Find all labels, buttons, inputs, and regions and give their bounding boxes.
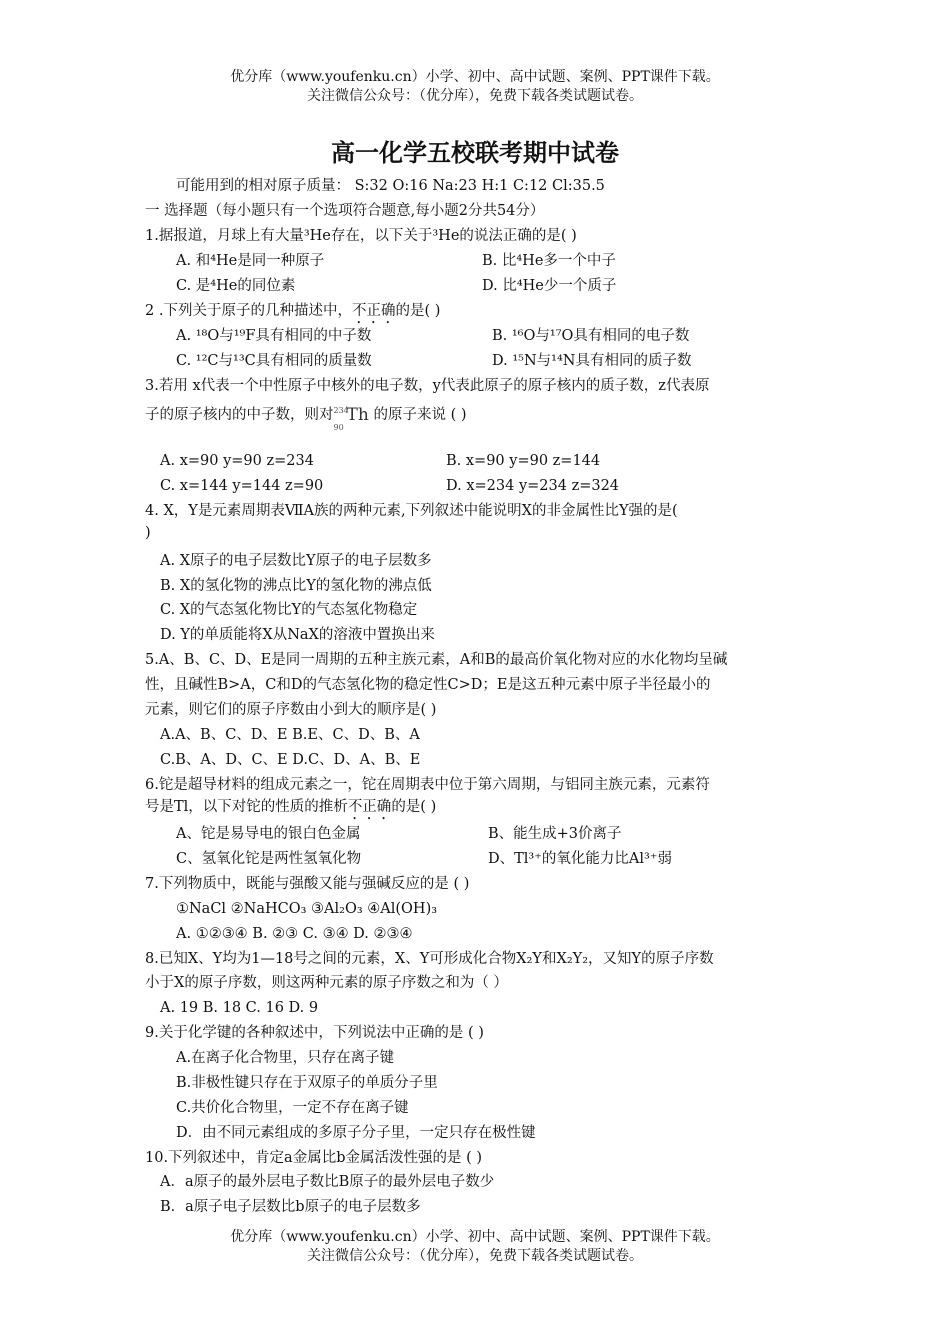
q8-options: A. 19 B. 18 C. 16 D. 9 (160, 1000, 319, 1016)
q7-options: A. ①②③④ B. ②③ C. ③④ D. ②③④ (176, 926, 413, 942)
q9-option-c: C.共价化合物里，一定不存在离子键 (176, 1100, 409, 1116)
page-title: 高一化学五校联考期中试卷 (331, 139, 619, 167)
q4-option-a: A. X原子的电子层数比Y原子的电子层数多 (160, 553, 432, 569)
q10-option-b: B．a原子电子层数比b原子的电子层数多 (160, 1199, 421, 1215)
q4-option-b: B. X的氢化物的沸点比Y的氢化物的沸点低 (160, 578, 432, 594)
q1-option-a: A. 和⁴He是同一种原子 (176, 253, 325, 269)
footer-line-2: 关注微信公众号：（优分库），免费下载各类试题试卷。 (307, 1248, 643, 1264)
q4-stem-line-1: 4. X，Y是元素周期表ⅦA族的两种元素,下列叙述中能说明X的非金属性比Y强的是( (145, 503, 678, 519)
nuclide-atomic-number: 90 (333, 423, 344, 432)
q3-option-a: A. x=90 y=90 z=234 (160, 453, 314, 469)
q3-stem-pre: 子的原子核内的中子数，则对 (145, 407, 334, 423)
q1-stem: 1.据报道，月球上有大量³He存在，以下关于³He的说法正确的是( ) (145, 228, 577, 244)
q6-option-b: B、能生成+3价离子 (488, 826, 622, 842)
q9-stem: 9.关于化学键的各种叙述中，下列说法中正确的是 ( ) (145, 1025, 484, 1041)
q6-stem-pre: 号是Tl，以下对铊的性质的推析 (145, 799, 348, 815)
q6-option-d: D、Tl³⁺的氧化能力比Al³⁺弱 (488, 851, 672, 867)
q9-option-a: A.在离子化合物里，只存在离子键 (176, 1050, 395, 1066)
q6-stem-line-1: 6.铊是超导材料的组成元素之一，铊在周期表中位于第六周期，与铝同主族元素，元素符 (145, 777, 710, 793)
q2-stem-emphasis: 不正确 (351, 303, 396, 319)
q6-stem-post: 的是( ) (391, 799, 437, 815)
q9-option-d: D．由不同元素组成的多原子分子里，一定只存在极性键 (176, 1125, 536, 1141)
q5-options-row-2: C.B、A、D、C、E D.C、D、A、B、E (160, 752, 421, 768)
section-heading: 一 选择题（每小题只有一个选项符合题意,每小题2分共54分） (145, 203, 545, 219)
q6-option-c: C、氢氧化铊是两性氢氧化物 (176, 851, 362, 867)
q8-stem-line-2: 小于X的原子序数，则这两种元素的原子序数之和为（ ） (145, 975, 508, 991)
q5-options-row-1: A.A、B、C、D、E B.E、C、D、B、A (160, 727, 420, 743)
mass-note: 可能用到的相对原子质量： S:32 O:16 Na:23 H:1 C:12 Cl:35.5 (176, 178, 605, 194)
q10-stem: 10.下列叙述中，肯定a金属比b金属活泼性强的是 ( ) (145, 1150, 483, 1166)
thorium-nuclide (334, 400, 374, 430)
nuclide-mass-number: 234 (333, 406, 349, 415)
q5-stem-line-2: 性，且碱性B>A，C和D的气态氢化物的稳定性C>D；E是这五种元素中原子半径最小的 (145, 677, 711, 693)
q9-option-b: B.非极性键只存在于双原子的单质分子里 (176, 1075, 438, 1091)
q6-option-a: A、铊是易导电的银白色金属 (176, 826, 361, 842)
q2-stem (145, 300, 440, 327)
q10-option-a: A．a原子的最外层电子数比B原子的最外层电子数少 (160, 1174, 495, 1190)
q4-option-d: D. Y的单质能将X从NaX的溶液中置换出来 (160, 627, 435, 643)
q5-stem-line-1: 5.A、B、C、D、E是同一周期的五种主族元素，A和B的最高价氧化物对应的水化物均呈碱 (145, 652, 728, 668)
q2-option-a: A. ¹⁸O与¹⁹F具有相同的中子数 (176, 328, 372, 344)
q3-stem-line-1: 3.若用 x代表一个中性原子中核外的电子数，y代表此原子的原子核内的质子数，z代表原 (145, 378, 710, 394)
q2-option-c: C. ¹²C与¹³C具有相同的质量数 (176, 353, 372, 369)
footer-line-1: 优分库（www.youfenku.cn）小学、初中、高中试题、案例、PPT课件下载。 (230, 1229, 720, 1245)
header-line-2: 关注微信公众号：（优分库），免费下载各类试题试卷。 (307, 88, 643, 104)
q1-option-b: B. 比⁴He多一个中子 (482, 253, 616, 269)
q1-option-d: D. 比⁴He少一个质子 (482, 278, 617, 294)
q3-option-d: D. x=234 y=234 z=324 (446, 478, 620, 494)
q1-option-c: C. 是⁴He的同位素 (176, 278, 296, 294)
nuclide-symbol: Th (346, 405, 369, 425)
q3-option-b: B. x=90 y=90 z=144 (446, 453, 601, 469)
header-line-1: 优分库（www.youfenku.cn）小学、初中、高中试题、案例、PPT课件下载。 (230, 69, 720, 85)
q4-stem-line-2: ) (145, 525, 151, 541)
q6-stem-line-2 (145, 796, 436, 823)
q5-stem-line-3: 元素，则它们的原子序数由小到大的顺序是( ) (145, 702, 437, 718)
q3-stem-line-2 (145, 400, 467, 430)
q7-items: ①NaCl ②NaHCO₃ ③Al₂O₃ ④Al(OH)₃ (176, 901, 438, 917)
q3-option-c: C. x=144 y=144 z=90 (160, 478, 324, 494)
q2-stem-post: 的是( ) (395, 303, 441, 319)
q4-option-c: C. X的气态氢化物比Y的气态氢化物稳定 (160, 602, 418, 618)
q8-stem-line-1: 8.已知X、Y均为1—18号之间的元素，X、Y可形成化合物X₂Y和X₂Y₂，又知Y的原子序数 (145, 951, 714, 967)
q2-option-d: D. ¹⁵N与¹⁴N具有相同的质子数 (492, 353, 692, 369)
q7-stem: 7.下列物质中，既能与强酸又能与强碱反应的是 ( ) (145, 876, 470, 892)
q2-stem-pre: 2 .下列关于原子的几种描述中， (145, 303, 352, 319)
q3-stem-post: 的原子来说 ( ) (373, 407, 467, 423)
q6-stem-emphasis: 不正确 (347, 799, 392, 815)
q2-option-b: B. ¹⁶O与¹⁷O具有相同的电子数 (492, 328, 690, 344)
